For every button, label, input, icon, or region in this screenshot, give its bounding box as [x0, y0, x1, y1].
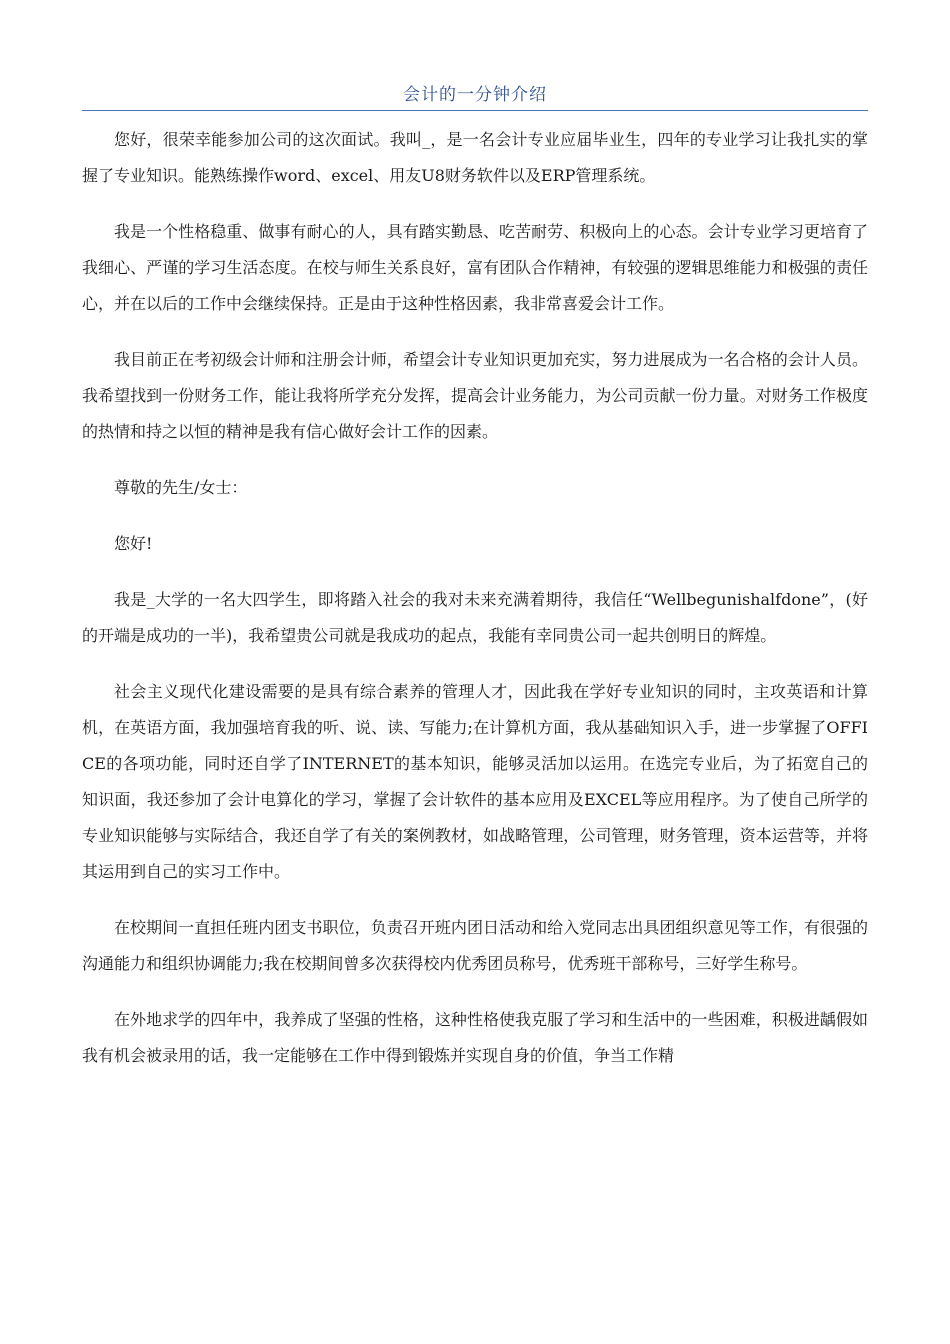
paragraph-intro: 您好，很荣幸能参加公司的这次面试。我叫_，是一名会计专业应届毕业生，四年的专业学习让我扎实的掌握了专业知识。能熟练操作word、excel、用友U8财务软件以及ERP管理系统。	[82, 130, 868, 185]
paragraph-goals: 我目前正在考初级会计师和注册会计师，希望会计专业知识更加充实，努力进展成为一名合格的会计人员。我希望找到一份财务工作，能让我将所学充分发挥，提高会计业务能力，为公司贡献一份力量。对财务工作极度的热情和持之以恒的精神是我有信心做好会计工作的因素。	[82, 350, 868, 441]
paragraph-character: 在外地求学的四年中，我养成了坚强的性格，这种性格使我克服了学习和生活中的一些困难，积极进龋假如我有机会被录用的话，我一定能够在工作中得到锻炼并实现自身的价值，争当工作精	[82, 1010, 868, 1065]
paragraph-campus-roles: 在校期间一直担任班内团支书职位，负责召开班内团日活动和给入党同志出具团组织意见等工作，有很强的沟通能力和组织协调能力;我在校期间曾多次获得校内优秀团员称号，优秀班干部称号，三好学生称号。	[82, 918, 868, 973]
document-header	[82, 82, 868, 111]
paragraph-greeting: 您好!	[114, 534, 153, 553]
paragraph-skills: 社会主义现代化建设需要的是具有综合素养的管理人才，因此我在学好专业知识的同时，主攻英语和计算机，在英语方面，我加强培育我的听、说、读、写能力;在计算机方面，我从基础知识入手，进一步掌握了OFFICE的各项功能，同时还自学了INTERNET的基本知识，能够灵活加以运用。在选完专业后，为了拓宽自己的知识面，我还参加了会计电算化的学习，掌握了会计软件的基本应用及EXCEL等应用程序。为了使自己所学的专业知识能够与实际结合，我还自学了有关的案例教材，如战略管理，公司管理，财务管理，资本运营等，并将其运用到自己的实习工作中。	[82, 682, 868, 881]
paragraph-personality: 我是一个性格稳重、做事有耐心的人，具有踏实勤恳、吃苦耐劳、积极向上的心态。会计专业学习更培育了我细心、严谨的学习生活态度。在校与师生关系良好，富有团队合作精神，有较强的逻辑思维能力和极强的责任心，并在以后的工作中会继续保持。正是由于这种性格因素，我非常喜爱会计工作。	[82, 222, 868, 313]
paragraph-salutation: 尊敬的先生/女士：	[114, 478, 248, 497]
document-title: 会计的一分钟介绍	[403, 85, 547, 105]
document-body	[82, 122, 868, 1094]
paragraph-self-intro: 我是_大学的一名大四学生，即将踏入社会的我对未来充满着期待，我信任“Wellbegunishalfdone”，(好的开端是成功的一半)，我希望贵公司就是我成功的起点，我能有幸同贵公司一起共创明日的辉煌。	[82, 590, 868, 645]
